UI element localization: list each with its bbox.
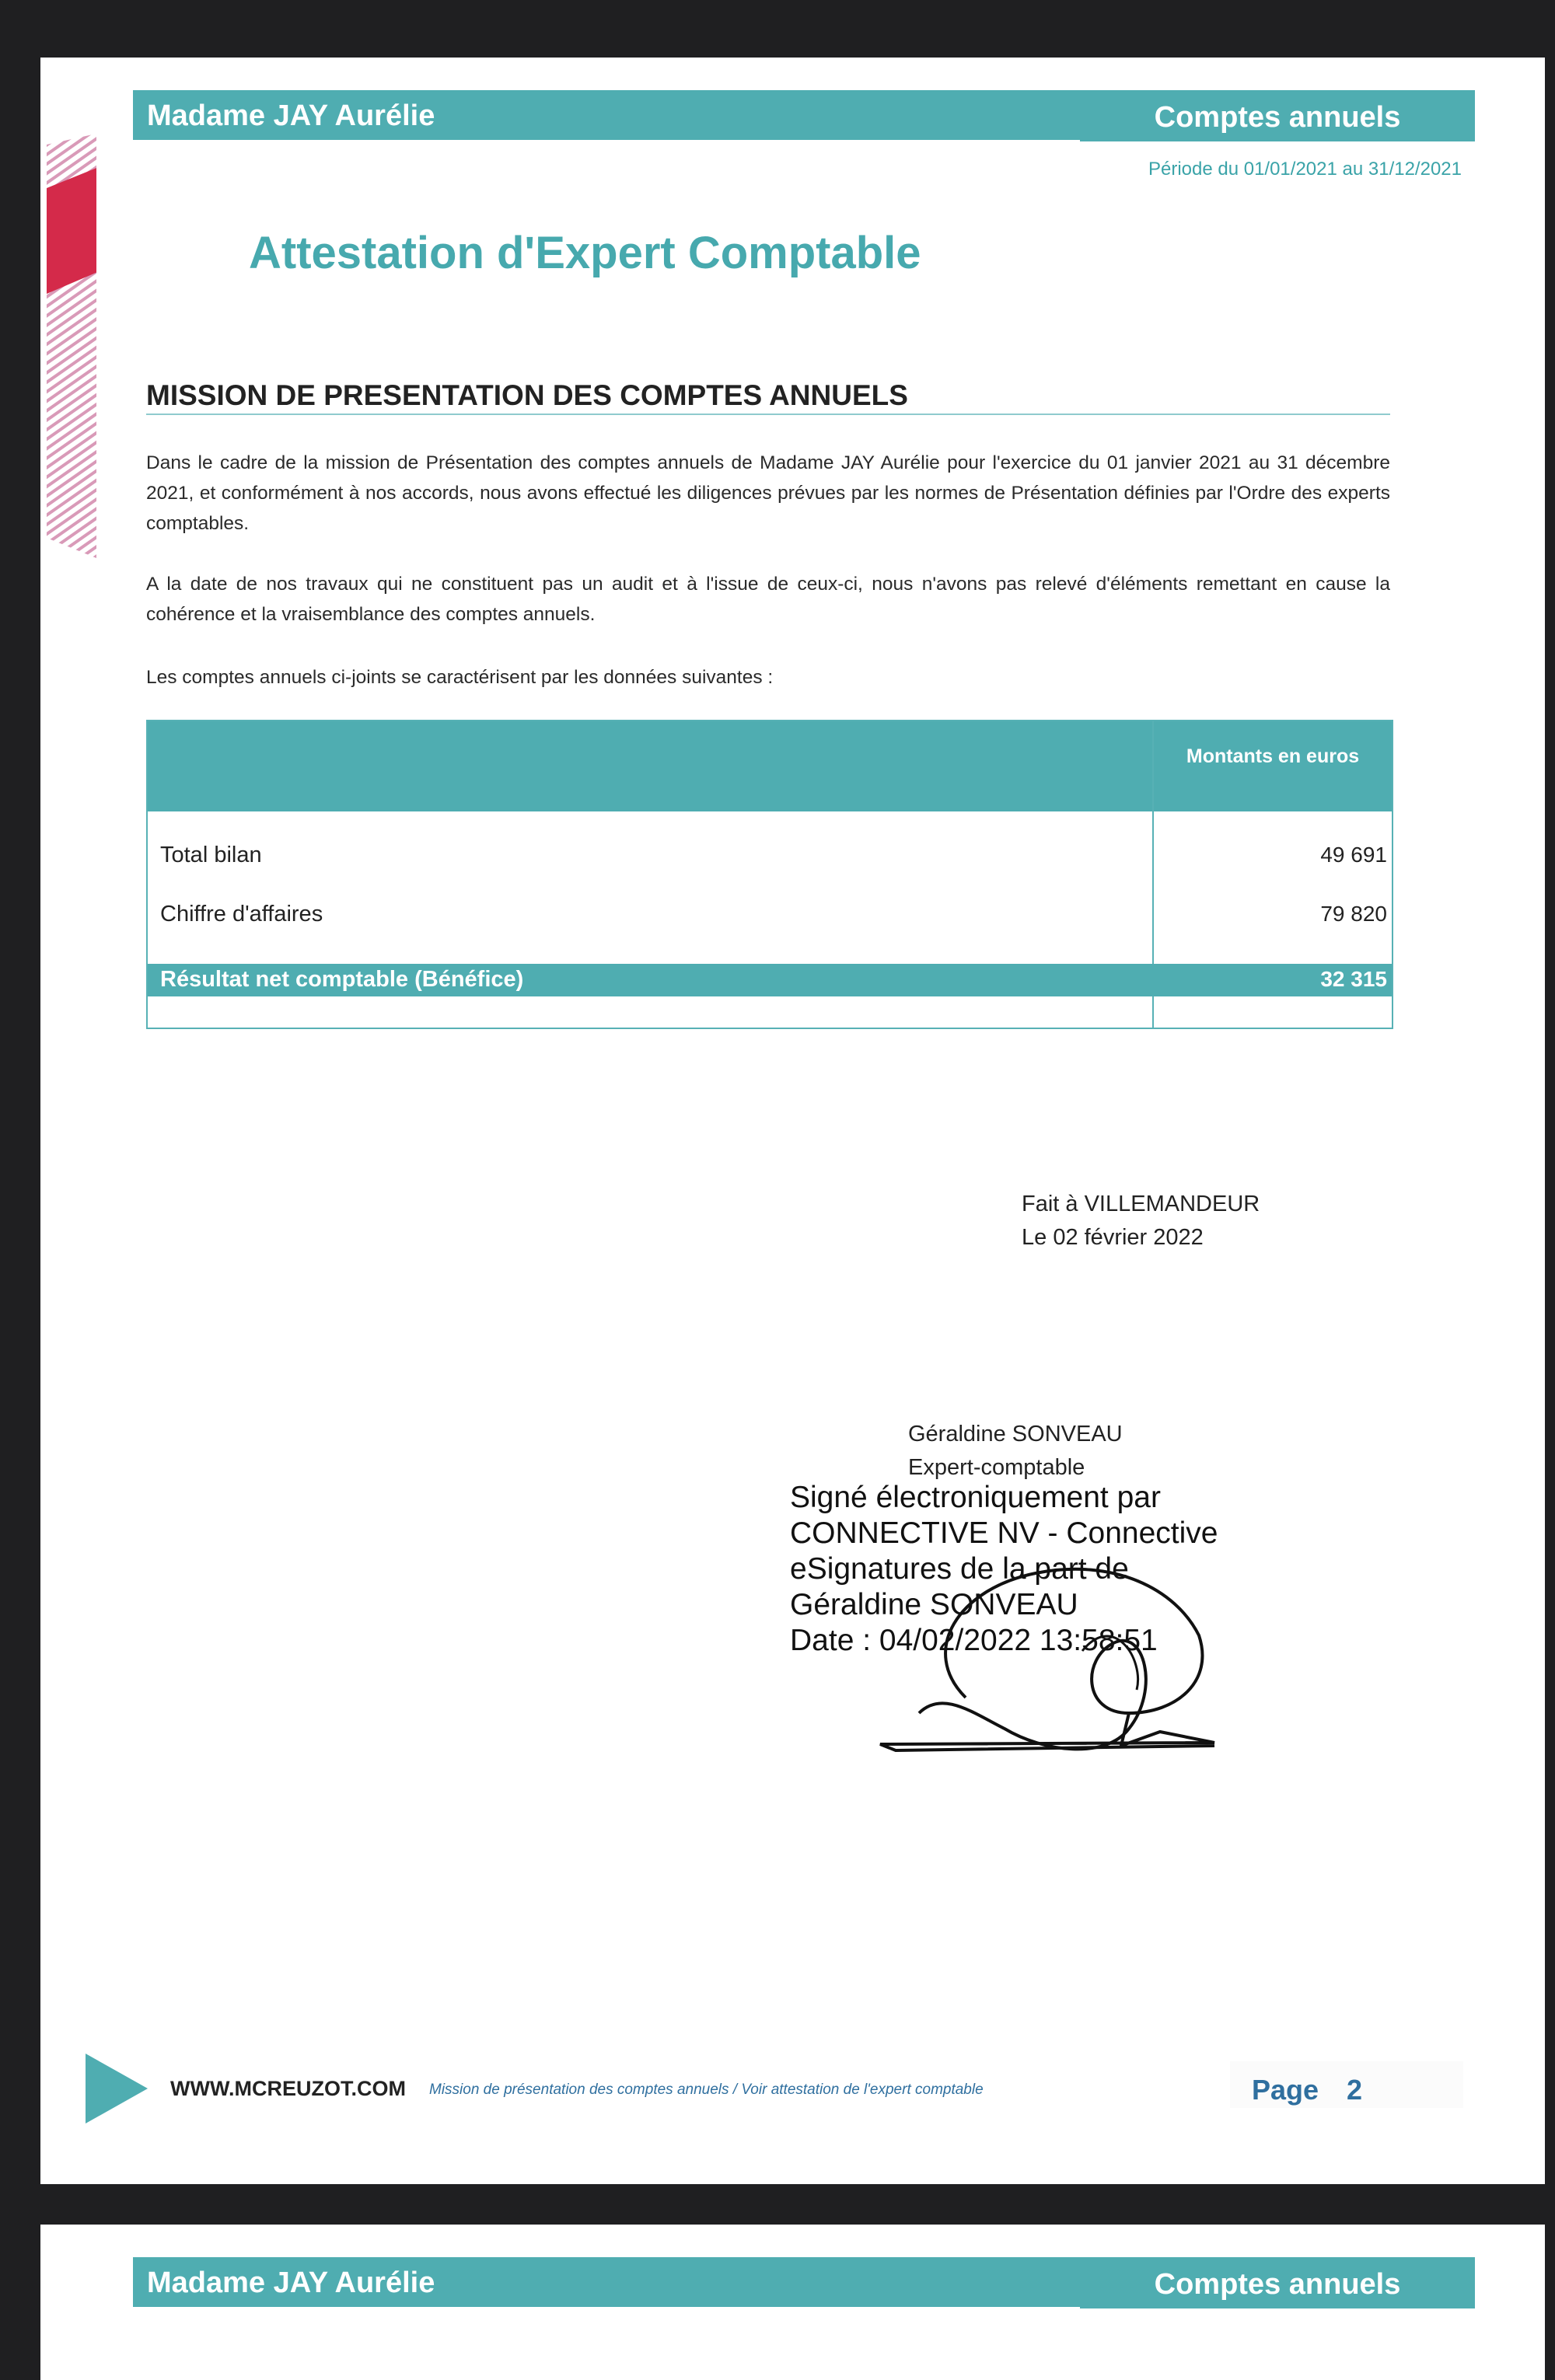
decorative-stripes bbox=[47, 134, 96, 558]
table-row-value: 49 691 bbox=[1320, 843, 1387, 867]
page-label: Page bbox=[1252, 2074, 1319, 2106]
website-link[interactable]: WWW.MCREUZOT.COM bbox=[170, 2077, 406, 2100]
mission-paragraph-1: Dans le cadre de la mission de Présentation des comptes annuels de Madame JAY Aurélie pour l'exercice du 01 janvier 2021 au 31 décembre 2021, et conformément à nos accords, nous avons effectué les diligences prévues par les normes de Présentation définies par l'Ordre des experts comptables. bbox=[146, 452, 1390, 534]
esign-line-2: CONNECTIVE NV - Connective bbox=[790, 1516, 1218, 1550]
esign-line-3: eSignatures de la part de bbox=[790, 1552, 1129, 1586]
signer-role: Expert-comptable bbox=[908, 1455, 1085, 1480]
financial-summary-table bbox=[146, 720, 1393, 1029]
page-number: 2 bbox=[1347, 2074, 1363, 2106]
document-page bbox=[40, 58, 1545, 2184]
doc-type-banner: Comptes annuels bbox=[1080, 90, 1475, 141]
doc-type-banner-next: Comptes annuels bbox=[1080, 2257, 1475, 2308]
mission-paragraph-3: Les comptes annuels ci-joints se caractérisent par les données suivantes : bbox=[146, 667, 774, 688]
handwritten-signature bbox=[849, 1457, 1238, 1799]
heading-divider bbox=[146, 414, 1390, 415]
esign-line-4: Géraldine SONVEAU bbox=[790, 1588, 1078, 1621]
page-title: Attestation d'Expert Comptable bbox=[249, 228, 921, 278]
client-name-banner: Madame JAY Aurélie bbox=[133, 90, 1113, 140]
total-value: 32 315 bbox=[1320, 967, 1387, 991]
place-line: Fait à VILLEMANDEUR bbox=[1022, 1192, 1260, 1216]
footer-mission-note: Mission de présentation des comptes annuels / Voir attestation de l'expert comptable bbox=[429, 2082, 984, 2098]
table-total-row bbox=[148, 964, 1392, 996]
amount-column-header: Montants en euros bbox=[1186, 745, 1360, 767]
total-label: Résultat net comptable (Bénéfice) bbox=[160, 967, 524, 992]
client-name-banner-next: Madame JAY Aurélie bbox=[133, 2257, 1113, 2307]
signer-name: Géraldine SONVEAU bbox=[908, 1422, 1123, 1446]
esign-line-5: Date : 04/02/2022 13:58:51 bbox=[790, 1624, 1158, 1657]
mission-paragraph-2: A la date de nos travaux qui ne constituent pas un audit et à l'issue de ceux-ci, nous n'avons pas relevé d'éléments remettant en cause la cohérence et la vraisemblance des comptes annuels. bbox=[146, 574, 1390, 625]
next-document-page bbox=[40, 2225, 1545, 2380]
table-row-label: Total bilan bbox=[160, 843, 262, 867]
mission-heading: MISSION DE PRESENTATION DES COMPTES ANNUELS bbox=[146, 379, 908, 411]
esign-line-1: Signé électroniquement par bbox=[790, 1481, 1161, 1514]
table-row-label: Chiffre d'affaires bbox=[160, 902, 323, 927]
period-label: Période du 01/01/2021 au 31/12/2021 bbox=[1148, 159, 1462, 180]
play-arrow-icon bbox=[86, 2054, 148, 2124]
date-line: Le 02 février 2022 bbox=[1022, 1225, 1204, 1250]
place-date-block bbox=[1022, 1188, 1260, 1255]
table-row-value: 79 820 bbox=[1320, 902, 1387, 926]
